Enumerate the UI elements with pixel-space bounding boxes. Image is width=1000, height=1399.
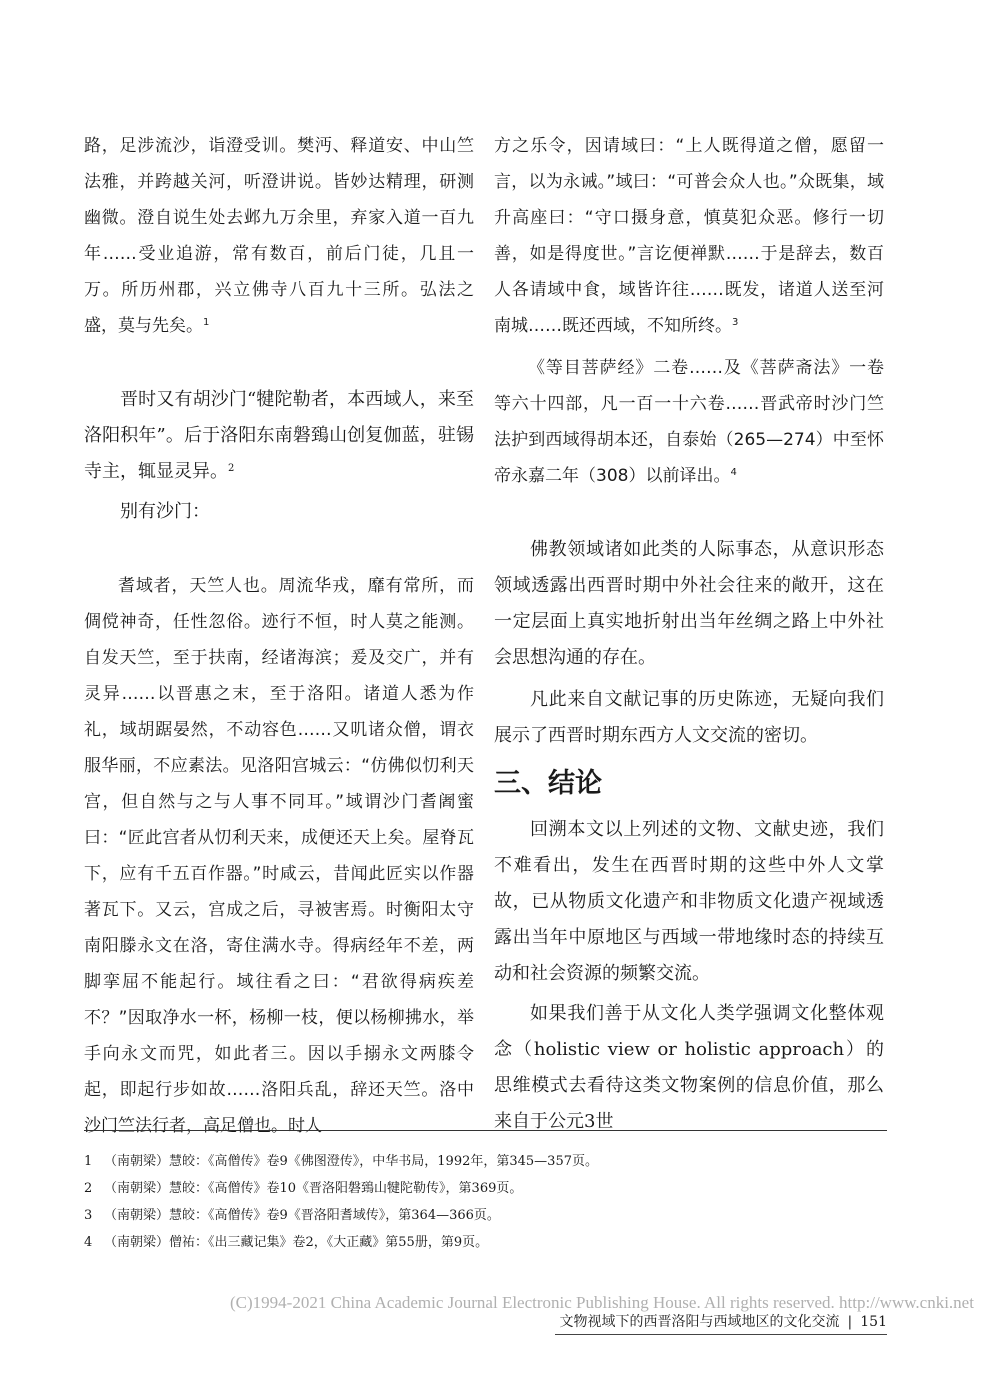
quote-qiyu-continued: 方之乐令，因请域曰：“上人既得道之僧，愿留一言，以为永诫。”域曰：“可普会众人也。”众既集，域升高座曰：“守口摄身意，慎莫犯众恶。修行一切善，如是得度世。”言讫便禅默……于是辞去，数百人各请域中食，域皆许往……既发，诸道人送至河南城……既还西域，不知所终。$^3$ bbox=[494, 136, 884, 336]
footer-separator: | bbox=[847, 1314, 853, 1330]
footnote-ref-2[interactable]: 2 bbox=[228, 463, 235, 474]
right-column bbox=[494, 128, 884, 1140]
page-number: 151 bbox=[860, 1314, 887, 1330]
paragraph-jiantuole: 晋时又有胡沙门“犍陀勒者，本西域人，来至洛阳积年”。后于洛阳东南磐鵄山创复伽蓝，驻锡寺主，辄显灵异。$^2$ bbox=[84, 389, 474, 482]
paragraph-interaction: 佛教领域诸如此类的人际事态，从意识形态领域透露出西晋时期中外社会往来的敞开，这在一定层面上真实地折射出当年丝绸之路上中外社会思想沟通的存在。 bbox=[494, 539, 884, 668]
footnote-item: 4 （南朝梁）僧祐：《出三藏记集》卷2，《大正藏》第55册，第9页。 bbox=[84, 1235, 489, 1250]
footnotes bbox=[84, 1148, 894, 1256]
running-footer bbox=[560, 1311, 887, 1331]
footnote-item: 3 （南朝梁）慧皎：《高僧传》卷9《晋洛阳耆域传》，第364—366页。 bbox=[84, 1208, 500, 1223]
paragraph-exchange: 凡此来自文献记事的历史陈迹，无疑向我们展示了西晋时期东西方人文交流的密切。 bbox=[494, 689, 884, 746]
paragraph-other-monk: 别有沙门： bbox=[120, 501, 210, 522]
quote-fotudeng: 路，足涉流沙，诣澄受训。樊沔、释道安、中山竺法雅，并跨越关河，听澄讲说。皆妙达精理，研测幽微。澄自说生处去邺九万余里，弃家入道一百九年……受业追游，常有数百，前后门徒，几且一万。所历州郡，兴立佛寺八百九十三所。弘法之盛，莫与先矣。$^1$ bbox=[84, 136, 474, 336]
copyright-watermark: (C)1994-2021 China Academic Journal Electronic Publishing House. All rights reserved. http://www.cnki.net bbox=[230, 1293, 974, 1312]
quote-qiyu: 耆域者，天竺人也。周流华戎，靡有常所，而倜傥神奇，任性忽俗。迹行不恒，时人莫之能测。自发天竺，至于扶南，经诸海滨；爰及交广，并有灵异……以晋惠之末，至于洛阳。诸道人悉为作礼，域胡踞晏然，不动容色……又叽诸众僧，谓衣服华丽，不应素法。见洛阳宫城云：“仿佛似忉利天宫，但自然与之与人事不同耳。”域谓沙门耆阇蜜曰：“匠此宫者从忉利天来，成便还天上矣。屋脊瓦下，应有千五百作器。”时咸云，昔闻此匠实以作器著瓦下。又云，宫成之后，寻被害焉。时衡阳太守南阳滕永文在洛，寄住满水寺。得病经年不差，两脚挛屈不能起行。域往看之曰：“君欲得病疾差不？”因取净水一杯，杨柳一枝，便以杨柳拂水，举手向永文而咒，如此者三。因以手搦永文两膝令起，即起行步如故……洛阳兵乱，辞还天竺。洛中沙门竺法行者，高足僧也。时人 bbox=[84, 576, 474, 1136]
left-column bbox=[84, 128, 474, 1144]
paragraph-conclusion-2: 如果我们善于从文化人类学强调文化整体观念（holistic view or holistic approach）的思维模式去看待这类文物案例的信息价值，那么来自于公元3世 bbox=[494, 1003, 884, 1132]
section-heading-conclusion: 三、结论 bbox=[494, 768, 602, 799]
footnote-ref-4[interactable]: 4 bbox=[730, 467, 737, 478]
paragraph-conclusion-1: 回溯本文以上列述的文物、文献史迹，我们不难看出，发生在西晋时期的这些中外人文掌故，已从物质文化遗产和非物质文化遗产视域透露出当年中原地区与西域一带地缘时态的持续互动和社会资源的频繁交流。 bbox=[494, 819, 884, 984]
footnote-ref-1[interactable]: 1 bbox=[203, 317, 210, 328]
quote-sutras: 《等目菩萨经》二卷……及《菩萨斋法》一卷等六十四部，凡一百一十六卷……晋武帝时沙门竺法护到西域得胡本还，自泰始（265—274）中至怀帝永嘉二年（308）以前译出。$^4$ bbox=[494, 358, 884, 486]
footnote-item: 1 （南朝梁）慧皎：《高僧传》卷9《佛图澄传》，中华书局，1992年，第345—357页。 bbox=[84, 1154, 598, 1169]
footnote-ref-3[interactable]: 3 bbox=[732, 317, 739, 328]
footer-rule bbox=[555, 1334, 887, 1335]
running-title: 文物视域下的西晋洛阳与西域地区的文化交流 bbox=[559, 1314, 840, 1330]
footnote-divider bbox=[84, 1130, 887, 1131]
footnote-item: 2 （南朝梁）慧皎：《高僧传》卷10《晋洛阳磐鵄山犍陀勒传》，第369页。 bbox=[84, 1181, 523, 1196]
